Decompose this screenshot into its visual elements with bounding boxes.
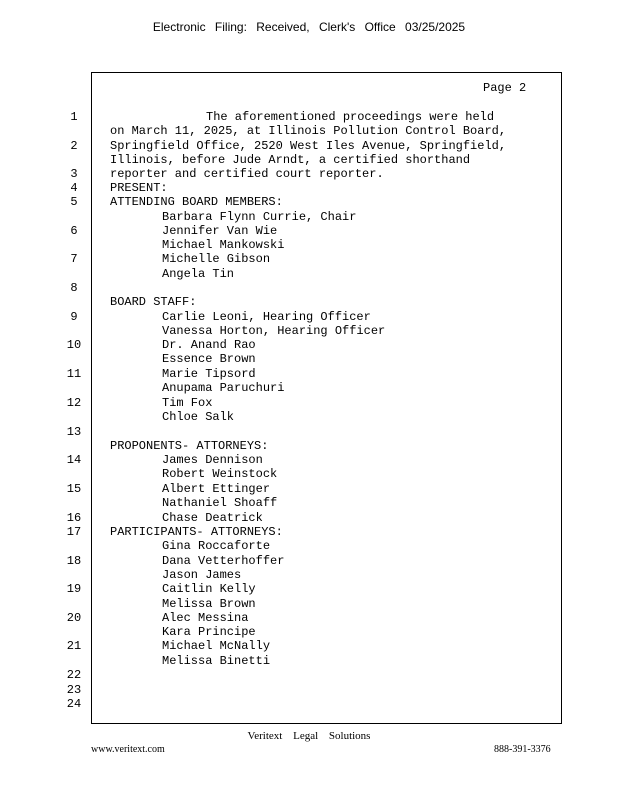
attendee-name: Melissa Binetti [162, 654, 271, 668]
transcript-row [0, 252, 618, 266]
transcript-row [0, 381, 618, 395]
transcript-row [0, 153, 618, 167]
line-number: 24 [66, 697, 82, 711]
transcript-text: The aforementioned proceedings were held [206, 110, 495, 124]
attendee-name: Albert Ettinger [162, 482, 271, 496]
transcript-row [0, 124, 618, 138]
transcript-row [0, 310, 618, 324]
attendee-name: Robert Weinstock [162, 467, 278, 481]
transcript-row [0, 597, 618, 611]
section-heading: BOARD STAFF: [110, 295, 197, 309]
footer-website: www.veritext.com [91, 744, 165, 755]
line-number: 10 [66, 338, 82, 352]
transcript-row [0, 195, 618, 209]
attendee-name: Caitlin Kelly [162, 582, 256, 596]
transcript-row [0, 410, 618, 424]
transcript-row [0, 267, 618, 281]
line-number: 17 [66, 525, 82, 539]
transcript-text: reporter and certified court reporter. [110, 167, 384, 181]
transcript-row [0, 210, 618, 224]
transcript-row [0, 338, 618, 352]
transcript-row [0, 668, 618, 682]
attendee-name: Essence Brown [162, 352, 256, 366]
transcript-row [0, 654, 618, 668]
line-number: 21 [66, 639, 82, 653]
transcript-row [0, 453, 618, 467]
transcript-row [0, 396, 618, 410]
line-number: 3 [70, 167, 78, 181]
transcript-row [0, 568, 618, 582]
attendee-name: Marie Tipsord [162, 367, 256, 381]
section-heading: ATTENDING BOARD MEMBERS: [110, 195, 283, 209]
line-number: 11 [66, 367, 82, 381]
transcript-row [0, 238, 618, 252]
transcript-row [0, 511, 618, 525]
attendee-name: James Dennison [162, 453, 263, 467]
attendee-name: Alec Messina [162, 611, 249, 625]
attendee-name: Michael McNally [162, 639, 271, 653]
transcript-row [0, 352, 618, 366]
attendee-name: Carlie Leoni, Hearing Officer [162, 310, 371, 324]
line-number: 15 [66, 482, 82, 496]
attendee-name: Gina Roccaforte [162, 539, 271, 553]
transcript-row [0, 324, 618, 338]
transcript-row [0, 467, 618, 481]
attendee-name: Vanessa Horton, Hearing Officer [162, 324, 386, 338]
transcript-row [0, 110, 618, 124]
transcript-row [0, 525, 618, 539]
attendee-name: Chloe Salk [162, 410, 235, 424]
page-number: Page 2 [483, 81, 527, 95]
transcript-row [0, 181, 618, 195]
footer-phone: 888-391-3376 [494, 744, 551, 755]
line-number: 7 [70, 252, 78, 266]
filing-stamp-header: Electronic Filing: Received, Clerk's Office 03/25/2025 [152, 20, 466, 34]
section-heading: PRESENT: [110, 181, 168, 195]
line-number: 14 [66, 453, 82, 467]
transcript-text: on March 11, 2025, at Illinois Pollution Control Board, [110, 124, 507, 138]
attendee-name: Anupama Paruchuri [162, 381, 285, 395]
transcript-row [0, 367, 618, 381]
line-number: 22 [66, 668, 82, 682]
section-heading: PARTICIPANTS- ATTORNEYS: [110, 525, 283, 539]
attendee-name: Dana Vetterhoffer [162, 554, 285, 568]
transcript-row [0, 224, 618, 238]
transcript-row [0, 281, 618, 295]
line-number: 12 [66, 396, 82, 410]
transcript-row [0, 439, 618, 453]
line-number: 13 [66, 425, 82, 439]
transcript-row [0, 167, 618, 181]
section-heading: PROPONENTS- ATTORNEYS: [110, 439, 269, 453]
transcript-row [0, 639, 618, 653]
line-number: 2 [70, 139, 78, 153]
line-number: 20 [66, 611, 82, 625]
transcript-row [0, 482, 618, 496]
attendee-name: Dr. Anand Rao [162, 338, 256, 352]
attendee-name: Jennifer Van Wie [162, 224, 278, 238]
line-number: 8 [70, 281, 78, 295]
transcript-text: Illinois, before Jude Arndt, a certified shorthand [110, 153, 471, 167]
transcript-text: Springfield Office, 2520 West Iles Avenue, Springfield, [110, 139, 507, 153]
attendee-name: Kara Principe [162, 625, 256, 639]
transcript-row [0, 425, 618, 439]
transcript-row [0, 582, 618, 596]
transcript-row [0, 554, 618, 568]
footer-company: Veritext Legal Solutions [247, 730, 371, 742]
transcript-row [0, 496, 618, 510]
line-number: 4 [70, 181, 78, 195]
line-number: 5 [70, 195, 78, 209]
line-number: 23 [66, 683, 82, 697]
attendee-name: Jason James [162, 568, 242, 582]
transcript-row [0, 625, 618, 639]
transcript-row [0, 295, 618, 309]
attendee-name: Melissa Brown [162, 597, 256, 611]
line-number: 9 [70, 310, 78, 324]
line-number: 16 [66, 511, 82, 525]
transcript-row [0, 611, 618, 625]
attendee-name: Barbara Flynn Currie, Chair [162, 210, 357, 224]
line-number: 18 [66, 554, 82, 568]
transcript-row [0, 539, 618, 553]
attendee-name: Michael Mankowski [162, 238, 285, 252]
line-number: 19 [66, 582, 82, 596]
attendee-name: Angela Tin [162, 267, 235, 281]
line-number: 1 [70, 110, 78, 124]
line-number: 6 [70, 224, 78, 238]
attendee-name: Michelle Gibson [162, 252, 271, 266]
attendee-name: Nathaniel Shoaff [162, 496, 278, 510]
transcript-row [0, 697, 618, 711]
attendee-name: Tim Fox [162, 396, 213, 410]
transcript-row [0, 683, 618, 697]
transcript-row [0, 139, 618, 153]
attendee-name: Chase Deatrick [162, 511, 263, 525]
